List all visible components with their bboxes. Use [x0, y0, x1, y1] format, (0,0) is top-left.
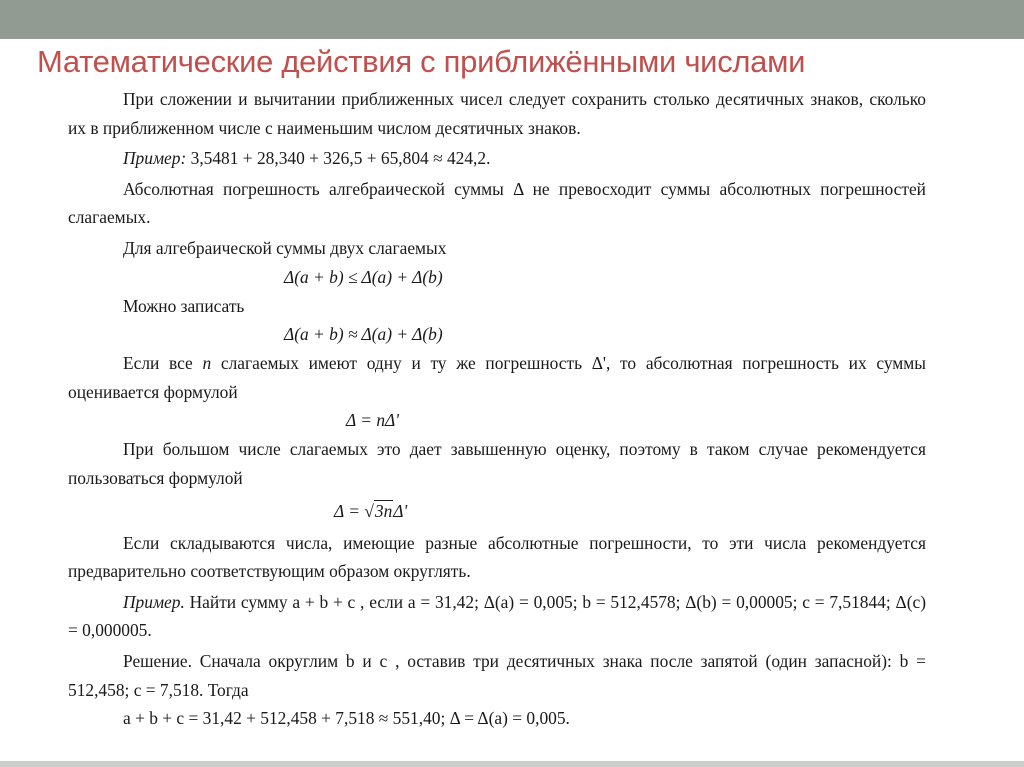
p5-after: слагаемых имеют одну и ту же погрешность Δ', то абсолютная погрешность их суммы оценивается формулой — [68, 353, 926, 402]
formula-inequality-text: Δ(a + b) ≤ Δ(a) + Δ(b) — [284, 266, 443, 287]
paragraph-n-terms — [68, 349, 926, 406]
example-1-label: Пример: — [123, 148, 187, 169]
slide-content — [68, 85, 926, 733]
formula-result-text: a + b + c = 31,42 + 512,458 + 7,518 ≈ 551,40; Δ = Δ(a) = 0,005. — [123, 708, 570, 729]
paragraph-can-write: Можно записать — [123, 295, 245, 316]
example-1-expression: 3,5481 + 28,340 + 326,5 + 65,804 ≈ 424,2. — [190, 148, 491, 169]
formula-result — [68, 704, 926, 733]
top-bar — [0, 0, 1024, 39]
p5-n: n — [202, 353, 212, 374]
formula-approx-text: Δ(a + b) ≈ Δ(a) + Δ(b) — [284, 324, 443, 345]
formula-n-delta-text: Δ = nΔ' — [346, 410, 399, 431]
formula-n-delta — [68, 406, 926, 435]
formula-sqrt — [68, 493, 926, 527]
formula-sqrt-lhs: Δ = — [334, 500, 365, 521]
formula-approx — [68, 320, 926, 349]
formula-sqrt-rhs: Δ' — [393, 500, 408, 521]
slide-title: Математические действия с приближёнными числами — [37, 44, 806, 79]
example-2 — [68, 588, 926, 645]
paragraph-solution: Решение. Сначала округлим b и c , оставив три десятичных знака после запятой (один запасной): b = 512,458; c = 7,518. Тогда — [68, 650, 926, 700]
paragraph-rounding: Если складываются числа, имеющие разные абсолютные погрешности, то эти числа рекомендуется предварительно соответствующим образом округлять. — [68, 532, 926, 582]
example-2-text: Найти сумму a + b + c , если a = 31,42; Δ(a) = 0,005; b = 512,4578; Δ(b) = 0,00005; c = 7,51844; Δ(c) = 0,000005. — [68, 591, 926, 641]
paragraph-absolute-error: Абсолютная погрешность алгебраической суммы Δ не превосходит суммы абсолютных погрешностей слагаемых. — [68, 178, 926, 228]
paragraph-two-terms: Для алгебраической суммы двух слагаемых — [123, 237, 447, 258]
paragraph-large-number: При большом числе слагаемых это дает завышенную оценку, поэтому в таком случае рекомендуется пользоваться формулой — [68, 439, 926, 488]
sqrt-sign: √ — [364, 500, 374, 521]
formula-sqrt-radicand: 3n — [374, 500, 393, 521]
formula-inequality — [68, 263, 926, 292]
p5-before: Если все — [123, 353, 203, 374]
paragraph-rule-addition: При сложении и вычитании приближенных чисел следует сохранить столько десятичных знаков, сколько их в приближенном числе с наименьшим числом десятичных знаков. — [68, 89, 926, 138]
example-2-label: Пример. — [123, 591, 185, 612]
example-1 — [68, 144, 926, 173]
bottom-bar — [0, 761, 1024, 767]
